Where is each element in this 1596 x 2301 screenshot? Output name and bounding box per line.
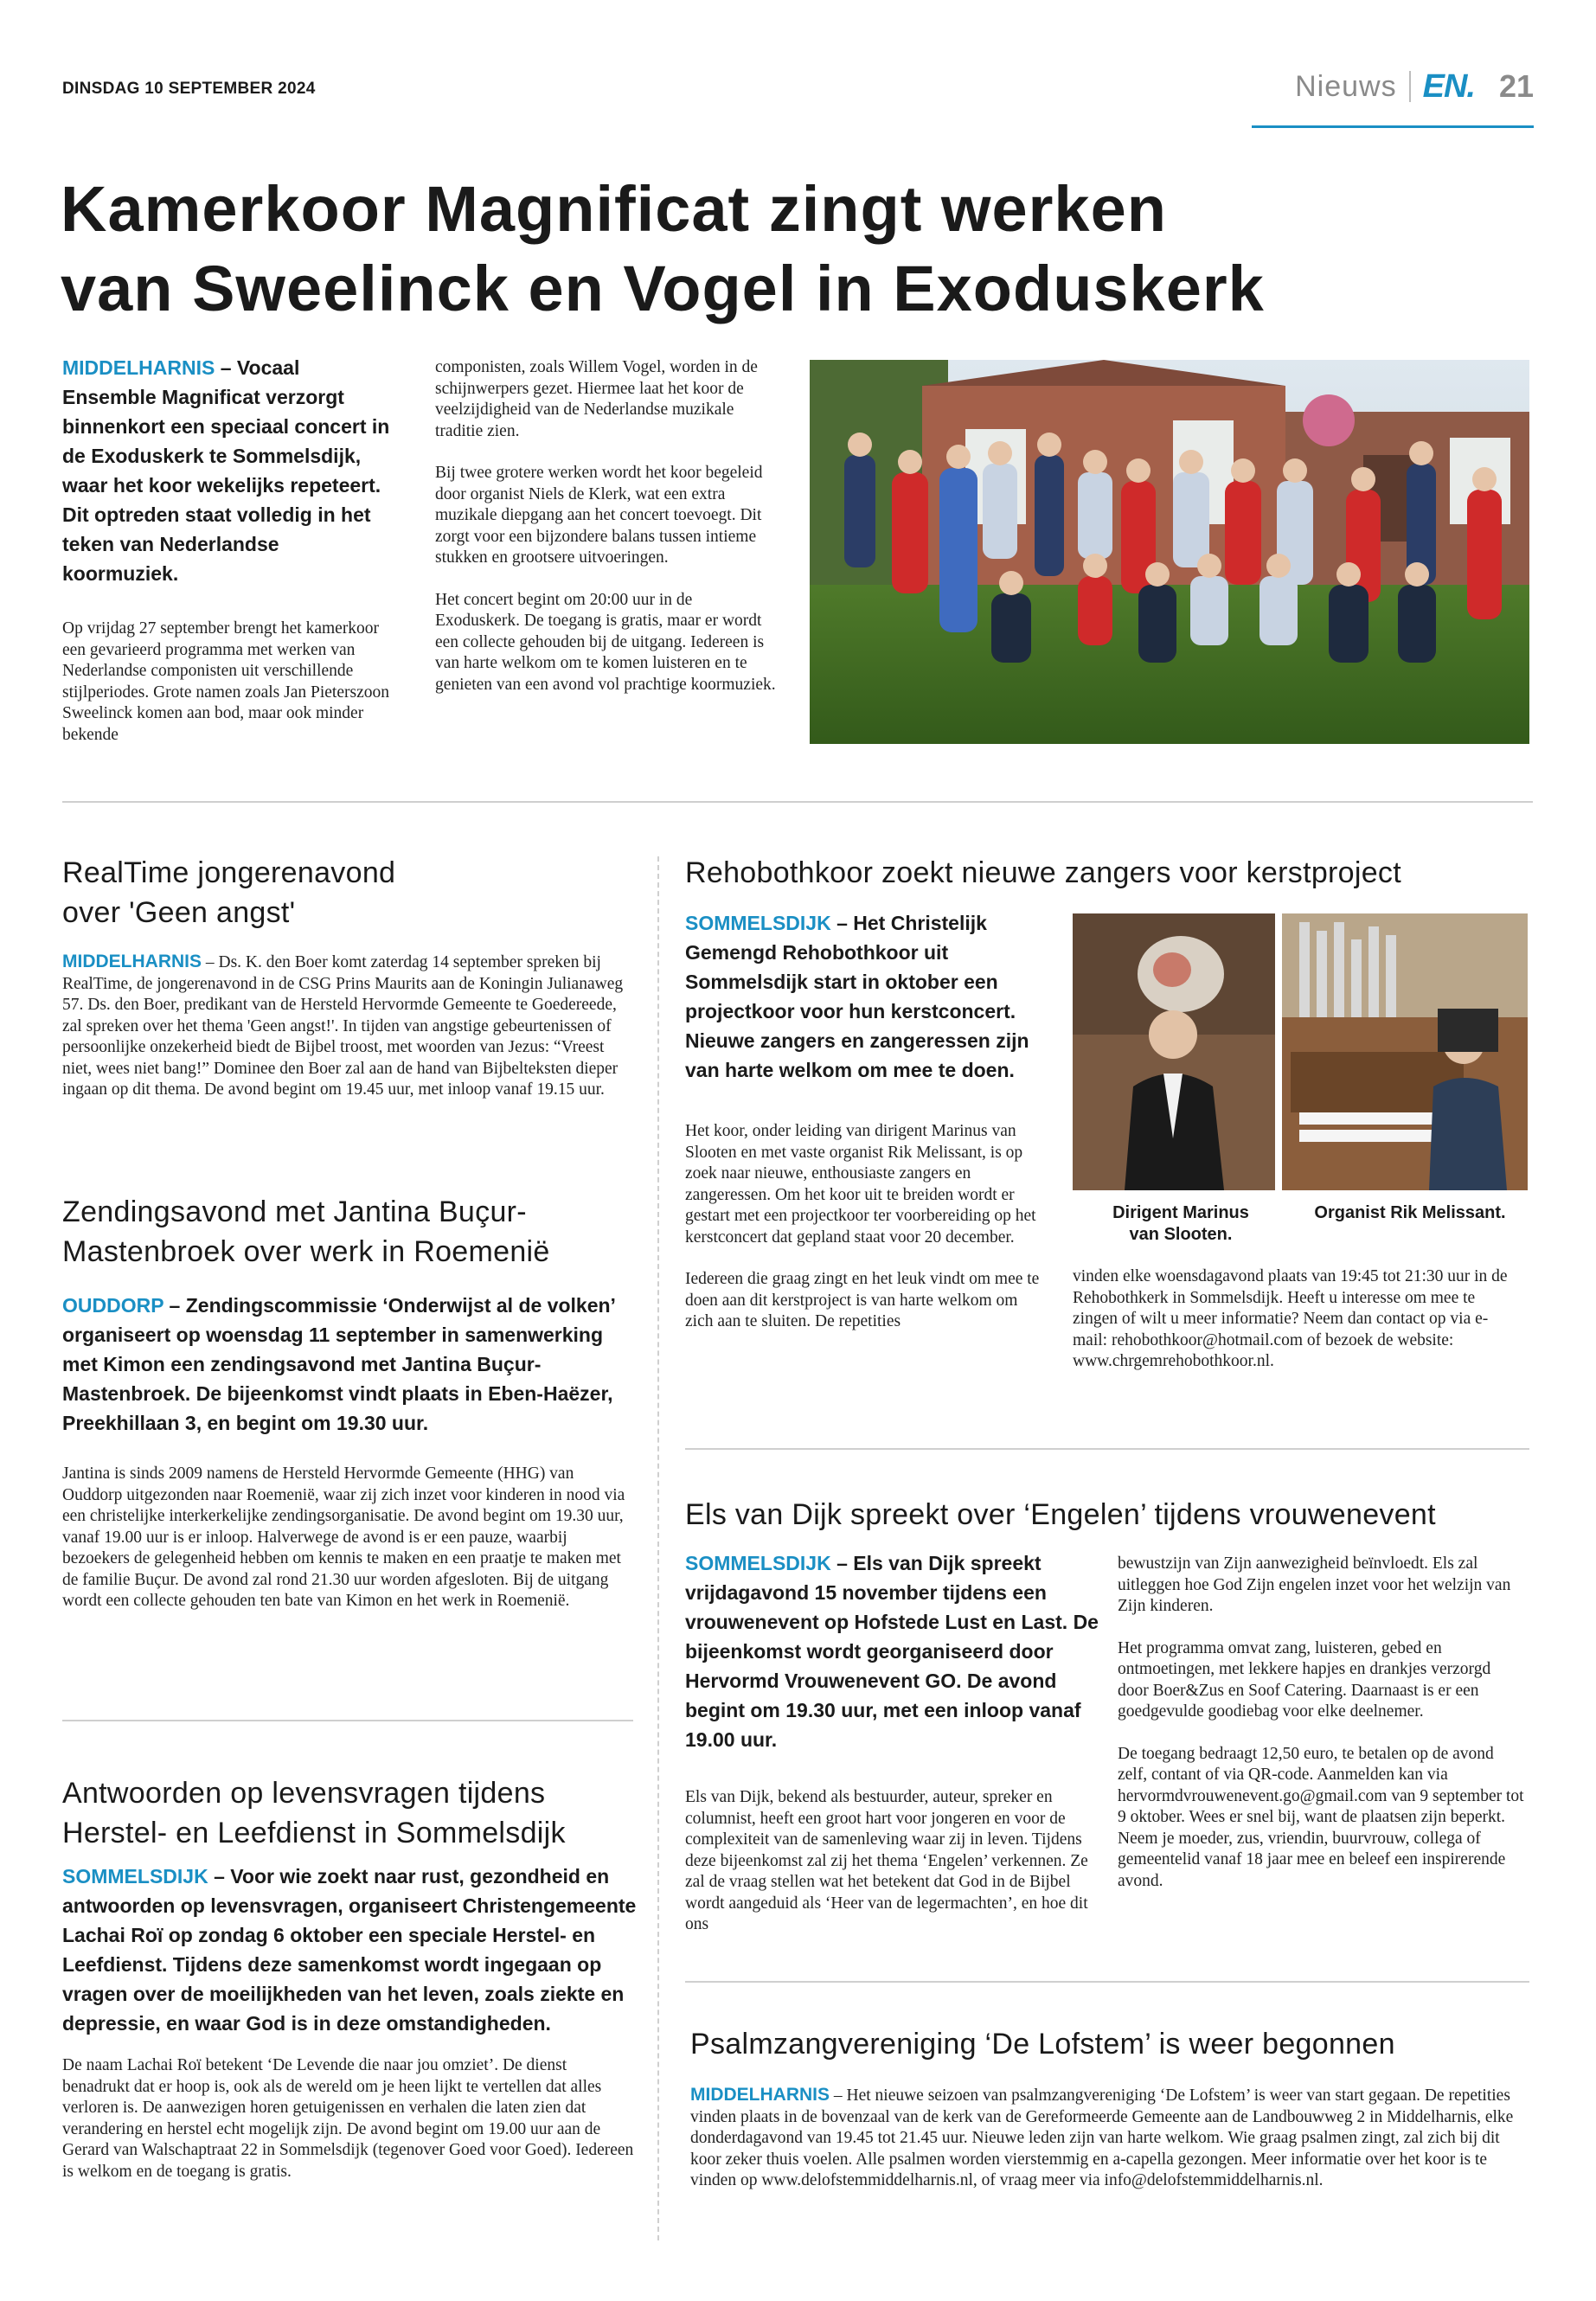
main-article-col1 xyxy=(62,353,395,746)
engelen-col1 xyxy=(685,1548,1109,1936)
realtime-headline: RealTime jongerenavond over 'Geen angst' xyxy=(62,856,396,929)
article-rehoboth xyxy=(685,853,1537,893)
engelen-lead: SOMMELSDIJK – Els van Dijk spreekt vrijdagavond 15 november tijdens een vrouwenevent op Hofstede Lust en Last. De bijeenkomst wordt georganiseerd door Hervormd Vrouwenevent GO. De avond begint om 19.30 uur, met een inloop vanaf 19.00 uur. xyxy=(685,1552,1099,1751)
rehoboth-col2: vinden elke woensdagavond plaats van 19:45 tot 21:30 uur in de Rehobothkerk in Sommelsdijk. Heeft u interesse om mee te zingen of wilt u meer informatie? Neem dan contact op via e-mail: rehobothkoor@hotmail.com of bezoek de website: www.chrgemrehobothkoor.nl. xyxy=(1073,1267,1508,1370)
main-article-col2 xyxy=(435,357,781,695)
main-headline-line1: Kamerkoor Magnificat zingt werken xyxy=(61,173,1167,245)
main-article-paragraph: componisten, zoals Willem Vogel, worden in de schijnwerpers gezet. Hiermee laat het koor de veelzijdigheid van de Nederlandse muzikale traditie zien. xyxy=(435,358,758,440)
article-lofstem xyxy=(690,2024,1534,2192)
article-zending xyxy=(62,1192,633,1612)
section-divider xyxy=(685,1448,1529,1450)
dateline-place: MIDDELHARNIS xyxy=(62,356,215,379)
conductor-photo xyxy=(1073,913,1275,1190)
realtime-body: MIDDELHARNIS – Ds. K. den Boer komt zaterdag 14 september spreken bij RealTime, de jongerenavond in de CSG Prins Maurits aan de Koningin Julianaweg 57. Ds. den Boer, predikant van de Hersteld Hervormde Gemeente te Goedereede, zal spreken over het thema 'Geen angst!'. In tijden van angstige gebeurtenissen of persoonlijke onzekerheid biedt de Bijbel troost, met woorden van Jezus: “Vreest niet, wees niet bang!” Dominee den Boer zal aan de hand van Bijbelteksten dieper ingaan op dit thema. De avond begint om 19.45 uur, met inloop vanaf 19.15 uur. xyxy=(62,952,624,1099)
main-article-lead: MIDDELHARNIS – Vocaal Ensemble Magnificat verzorgt binnenkort een speciaal concert in de Exoduskerk te Sommelsdijk, waar het koor wekelijks repeteert. Dit optreden staat volledig in het teken van Nederlandse koormuziek. xyxy=(62,356,390,585)
main-article-paragraph: Het concert begint om 20:00 uur in de Exoduskerk. De toegang is gratis, maar er wordt een collecte gehouden bij de uitgang. Iedereen is van harte welkom om te komen luisteren en te genieten van een avond vol prachtige koormuziek. xyxy=(435,590,776,694)
main-headline-line2: van Sweelinck en Vogel in Exoduskerk xyxy=(61,253,1265,324)
article-engelen xyxy=(685,1495,1537,1535)
conductor-caption: Dirigent Marinus van Slooten. xyxy=(1112,1203,1249,1244)
newspaper-logo: EN. xyxy=(1422,67,1475,105)
page-header-right xyxy=(1295,67,1534,106)
rehoboth-body: Het koor, onder leiding van dirigent Marinus van Slooten en met vaste organist Rik Melissant, is op zoek naar nieuwe, enthousiaste zangers en zangeressen. Om het koor uit te breiden wordt er gestart met een projectkoor ter voorbereiding op het kerstconcert dat gepland staat voor 20 december. Iedereen die graag zingt en het leuk vindt om mee te doen aan dit kerstproject is van harte welkom om zich aan te sluiten. De repetities xyxy=(685,1122,1040,1330)
organist-caption: Organist Rik Melissant. xyxy=(1314,1203,1506,1222)
engelen-body: Els van Dijk, bekend als bestuurder, auteur, spreker en columnist, heeft een groot hart voor jongeren en voor de complexiteit van de samenleving waar zij in leven. Tijdens deze bijeenkomst zal zij het thema ‘Engelen’ verkennen. Ze zal de vraag stellen wat het betekent dat God in de Bijbel wordt aangeduid als ‘Heer van de legermachten’, en hoe dit ons xyxy=(685,1788,1088,1933)
header-divider xyxy=(1409,71,1411,102)
zending-headline: Zendingsavond met Jantina Buçur- Mastenbroek over werk in Roemenië xyxy=(62,1195,550,1268)
choir-photo xyxy=(810,360,1529,744)
page-number: 21 xyxy=(1498,68,1534,104)
herstel-lead: SOMMELSDIJK – Voor wie zoekt naar rust, gezondheid en antwoorden op levensvragen, organiseert Christengemeente Lachai Roï op zondag 6 oktober een speciale Herstel- en Leefdienst. Tijdens deze samenkomst wordt ingegaan op vragen over de moeilijkheden van het leven, zoals ziekte en depressie, en waar God is in deze omstandigheden. xyxy=(62,1865,637,2035)
article-realtime xyxy=(62,853,633,1101)
organist-photo xyxy=(1282,913,1528,1190)
lofstem-body: MIDDELHARNIS – Het nieuwe seizoen van psalmzangvereniging ‘De Lofstem’ is weer van start gegaan. De repetities vinden plaats in de bovenzaal van de kerk van de Gereformeerde Gemeente aan de Landbouwweg 2 in Middelharnis, elke donderdagavond van 19.45 tot 21.45 uur. Nieuwe leden zijn van harte welkom. Wie graag psalmen zingt, zal zich bij dit koor zeker thuis voelen. Alle psalmen worden vierstemmig en a-capella gezongen. Meer informatie over het koor is te vinden op www.delofstemmiddelharnis.nl, of vraag meer via info@delofstemmiddelharnis.nl. xyxy=(690,2085,1514,2189)
rehoboth-col1 xyxy=(685,908,1048,1333)
section-divider xyxy=(62,1720,633,1721)
zending-lead: OUDDORP – Zendingscommissie ‘Onderwijst al de volken’ organiseert op woensdag 11 september in samenwerking met Kimon een zendingsavond met Jantina Buçur-Mastenbroek. De bijeenkomst vindt plaats in Eben-Haëzer, Preekhillaan 3, en begint om 19.30 uur. xyxy=(62,1294,615,1434)
issue-date: DINSDAG 10 SEPTEMBER 2024 xyxy=(62,80,316,98)
zending-body: Jantina is sinds 2009 namens de Hersteld Hervormde Gemeente (HHG) van Ouddorp uitgezonden naar Roemenië, waar zij zich inzet voor kinderen in nood via een christelijke interkerkelijke zendingsorganisatie. De avond begint om 19.30 uur, vanaf 19.00 uur is er inloop. Halverwege de avond is er een pauze, waarbij bezoekers de gelegenheid hebben om kennis te maken en een praatje te maken met de familie Buçur. De avond zal rond 21.30 uur worden afgesloten. Bij de uitgang wordt een collecte gehouden ten bate van Kimon en het werk in Roemenië. xyxy=(62,1465,625,1610)
engelen-col2: bewustzijn van Zijn aanwezigheid beïnvloedt. Els zal uitleggen hoe God Zijn engelen inzet voor het welzijn van Zijn kinderen. Het programma omvat zang, luisteren, gebed en ontmoetingen, met lekkere hapjes en drankjes verzorgd door Boer&Zus en Soof Catering. Daarnaast is er een goedgevulde goodiebag voor elke deelnemer. De toegang bedraagt 12,50 euro, te betalen op de avond zelf, contant of via QR-code. Aanmelden kan via hervormdvrouwenevent.go@gmail.com van 9 september tot 9 oktober. Wees er snel bij, want de plaatsen zijn beperkt. Neem je moeder, zus, vriendin, buurvrouw, collega of gemeentelid vanaf 18 jaar mee en beleef een inspirerende avond. xyxy=(1118,1554,1524,1890)
article-herstel xyxy=(62,1773,638,2182)
main-headline xyxy=(61,170,1531,329)
header-accent-rule xyxy=(1252,125,1534,128)
section-label: Nieuws xyxy=(1295,69,1397,103)
herstel-headline: Antwoorden op levensvragen tijdens Herstel- en Leefdienst in Sommelsdijk xyxy=(62,1777,566,1849)
rehoboth-lead: SOMMELSDIJK – Het Christelijk Gemengd Rehobothkoor uit Sommelsdijk start in oktober een projectkoor voor hun kerstconcert. Nieuwe zangers en zangeressen zijn van harte welkom om mee te doen. xyxy=(685,912,1029,1081)
engelen-headline: Els van Dijk spreekt over ‘Engelen’ tijdens vrouwenevent xyxy=(685,1498,1436,1531)
rehoboth-headline: Rehobothkoor zoekt nieuwe zangers voor kerstproject xyxy=(685,856,1401,889)
conductor-photo-icon xyxy=(1073,913,1275,1190)
column-separator xyxy=(657,856,659,2240)
lofstem-headline: Psalmzangvereniging ‘De Lofstem’ is weer begonnen xyxy=(690,2028,1395,2061)
herstel-body: De naam Lachai Roï betekent ‘De Levende die naar jou omziet’. De dienst benadrukt dat er hoop is, ook als de wereld om je heen lijkt te vertellen dat alles verloren is. De aanwezigen horen getuigenissen en verhalen die laten zien dat verandering en herstel echt mogelijk zijn. De avond begint om 19.00 uur aan de Gerard van Walschaptraat 22 in Sommelsdijk (tegenover Goed voor Goed). Iedereen is welkom en de toegang is gratis. xyxy=(62,2056,634,2181)
main-article-paragraph: Bij twee grotere werken wordt het koor begeleid door organist Niels de Klerk, wat een extra muzikale diepgang aan het concert toevoegt. Dit zorgt voor een bijzondere balans tussen intieme stukken en grootsere uitvoeringen. xyxy=(435,464,763,567)
organist-photo-icon xyxy=(1282,913,1528,1190)
choir-group-photo-icon xyxy=(810,360,1529,744)
section-divider xyxy=(685,1981,1529,1983)
section-divider xyxy=(62,801,1533,803)
main-article-body-col1: Op vrijdag 27 september brengt het kamerkoor een gevarieerd programma met werken van Nederlandse componisten uit verschillende stijlperiodes. Grote namen zoals Jan Pieterszoon Sweelinck komen aan bod, maar ook minder bekende xyxy=(62,619,389,744)
